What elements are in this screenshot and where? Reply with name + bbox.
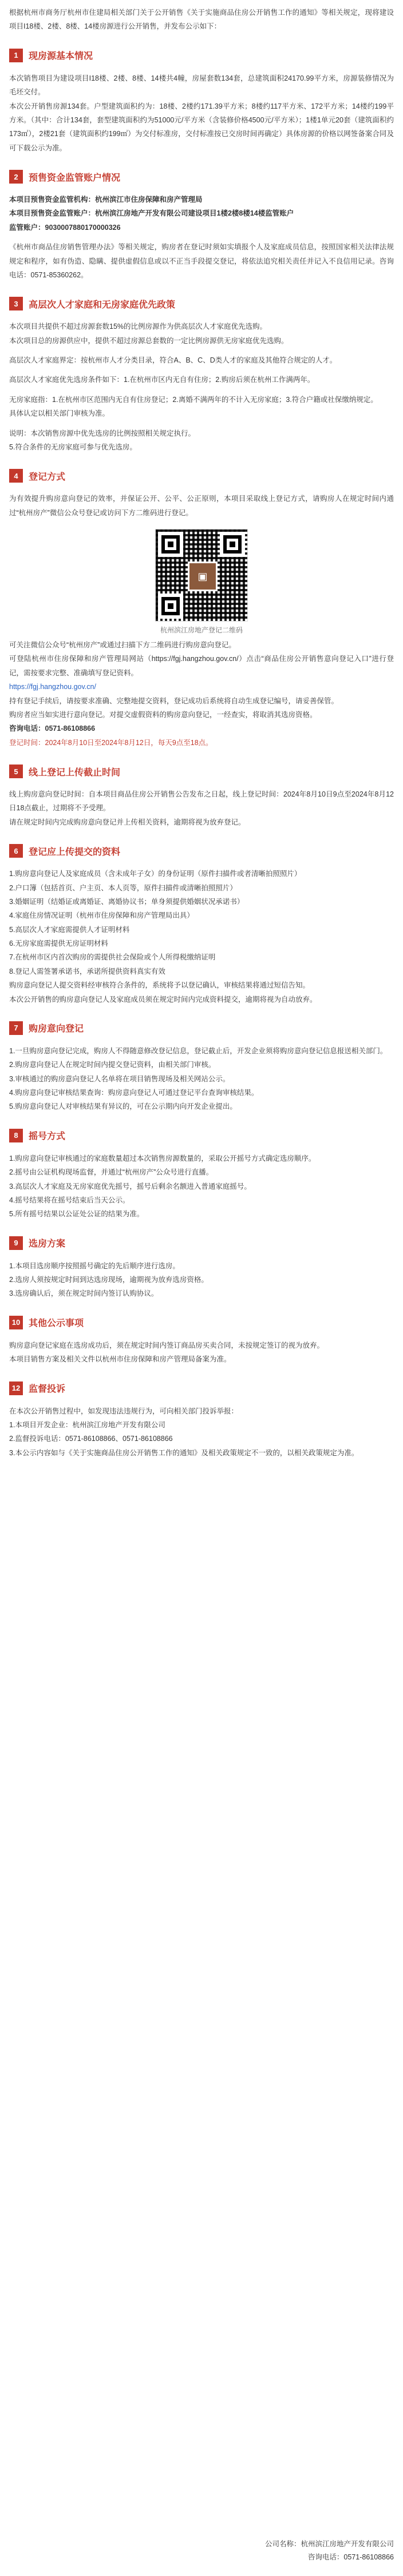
s4-p1: 为有效提升购房意向登记的效率，并保证公开、公平、公正原则，本项目采取线上登记方式，请购房人在规定时间内通过“杭州房产”微信公众号登记或访问下方二维码进行登记。 [9,495,394,517]
footer-phone: 咨询电话：0571-86108866 [307,2553,394,2562]
s10-p1: 购房意向登记家庭在选房成功后，须在规定时间内签订商品房买卖合同，未按规定签订的视为放弃。 [9,1341,325,1349]
section-title: 登记应上传提交的资料 [29,847,121,857]
s3-p9: 5.符合条件的无房家庭可参与优先选房。 [9,443,137,451]
qr-caption: 杭州滨江房地产登记二维码 [160,626,243,634]
s6-item: 7.在杭州市区内首次购房的需提供社会保险或个人所得税缴纳证明 [9,953,216,962]
section-number: 9 [9,1236,23,1250]
section-1-header [9,49,394,62]
s11-p3: 2.监督投诉电话：0571-86108866、0571-86108866 [9,1435,173,1443]
s3-p6: 无房家庭指：1.在杭州市区范围内无自有住房登记；2.离婚不满两年的不计入无房家庭；3.符合户籍或社保缴纳规定。 [9,395,378,404]
section-title: 现房源基本情况 [29,51,93,62]
qr-finder-icon [220,532,245,557]
section-5-header [9,765,394,778]
section-number: 2 [9,170,23,184]
s10-p2: 本项目销售方案及相关文件以杭州市住房保障和房产管理局备案为准。 [9,1355,231,1364]
s7-p1: 1.一旦购房意向登记完成，购房人不得随意修改登记信息，登记截止后，开发企业须将购房意向登记信息报送相关部门。 [9,1046,388,1055]
announcement-page [0,6,403,2576]
qr-code-block [9,529,394,635]
s3-p5: 高层次人才家庭优先选房条件如下：1.在杭州市区内无自有住房；2.购房后须在杭州工作满两年。 [9,376,315,384]
s3-intro: 《杭州市商品住房销售管理办法》等相关规定，购房者在登记时须如实填报个人及家庭成员信息，按照国家相关法律法规规定和程序，如有伪造、隐瞒、提供虚假信息或以不正当手段提交登记，将依法追究相关责任并记入不良信用记录。咨询电话：0571-85360262。 [9,243,394,279]
s11-p2: 1.本项目开发企业：杭州滨江房地产开发有限公司 [9,1420,165,1429]
qr-finder-icon [158,594,183,619]
section-number: 4 [9,469,23,483]
s1-p1: 本次销售项目为建设项目I18楼、2楼、8楼、14楼共4幢，房屋套数134套，总建筑面积24170.99平方米，房源装修情况为毛坯交付。 [9,74,394,97]
s8-p2: 2.摇号由公证机构现场监督，并通过“杭州房产”公众号进行直播。 [9,1168,214,1177]
s6-item: 3.婚姻证明（结婚证或离婚证、离婚协议书；单身须提供婚姻状况承诺书） [9,897,244,906]
section-title: 高层次人才家庭和无房家庭优先政策 [29,300,176,310]
section-title: 摇号方式 [29,1132,66,1142]
section-title: 监督投诉 [29,1384,66,1394]
section-8-header [9,1129,394,1142]
s2-p2: 本项目预售资金监管账户：杭州滨江房地产开发有限公司建设项目1楼2楼8楼14楼监管账户 [9,209,294,218]
s3-p4: 高层次人才家庭界定：按杭州市人才分类目录，符合A、B、C、D类人才的家庭及其他符合规定的人才。 [9,356,337,364]
section-number: 10 [9,1316,23,1329]
s6-p1: 购房意向登记人提交资料经审核符合条件的，系统将予以登记确认，审核结果将通过短信告知。 [9,981,310,990]
section-10-header [9,1316,394,1329]
section-title: 预售资金监管账户情况 [29,173,121,183]
s9-p2: 2.选房人须按规定时间到达选房现场，逾期视为放弃选房资格。 [9,1276,208,1284]
s7-p5: 5.购房意向登记人对审核结果有异议的，可在公示期内向开发企业提出。 [9,1102,237,1111]
s6-item: 5.高层次人才家庭需提供人才证明材料 [9,925,130,934]
s1-p2: 本次公开销售房源134套。户型建筑面积约为：18楼、2楼约171.39平方米；8楼约117平方米、172平方米；14楼约199平方米。（其中：合计134套，套型建筑面积约为51000元/平方米（含装修价格4500元/平方米）；1楼1单元20套（建筑面积约173㎡），2楼21套（建筑面积约199㎡）为交付标准房，交付标准按已交房时间再确定）具体房源的价格以网签备案合同及可下载公示为准。 [9,102,394,152]
section-number: 1 [9,49,23,62]
s4-phone: 咨询电话：0571-86108866 [9,724,96,733]
section-title: 购房意向登记 [29,1024,84,1034]
s6-item: 4.家庭住房情况证明（杭州市住房保障和房产管理局出具） [9,911,194,920]
s6-item: 2.户口簿（包括首页、户主页、本人页等，原件扫描件或清晰拍照照片） [9,883,237,892]
section-4-header [9,469,394,483]
section-2-header [9,170,394,184]
intro-text: 根据杭州市商务厅杭州市住建局相关部门关于公开销售《关于实施商品住房公开销售工作的通知》等相关规定，现将建设项目I18楼、2楼、8楼、14楼房源进行公开销售，并发布公示如下： [9,9,394,31]
s4-p3: 可登陆杭州市住房保障和房产管理局网站（https://fgj.hangzhou.gov.cn/）点击“商品住房公开销售意向登记入口”进行登记，需按要求完整、准确填写登记资料。 [9,655,394,677]
s3-p3: 本次项目总的房源供应中，提供不超过房源总套数的一定比例房源供无房家庭优先选购。 [9,336,289,345]
section-9-header [9,1236,394,1250]
s3-p7: 具体认定以相关部门审核为准。 [9,409,110,418]
s11-p4: 3.本公示内容如与《关于实施商品住房公开销售工作的通知》及相关政策规定不一致的，以相关政策规定为准。 [9,1448,359,1457]
s4-time: 登记时间：2024年8月10日至2024年8月12日，每天9点至18点。 [9,738,213,747]
section-number: 7 [9,1021,23,1035]
section-title: 选房方案 [29,1239,66,1249]
qr-code[interactable] [155,529,248,622]
section-number: 3 [9,297,23,310]
s7-p2: 2.购房意向登记人在规定时间内提交登记资料，由相关部门审核。 [9,1061,216,1069]
s6-p2: 本次公开销售的购房意向登记人及家庭成员须在规定时间内完成资料提交，逾期将视为自动放弃。 [9,995,317,1004]
s6-item: 6.无房家庭需提供无房证明材料 [9,939,108,947]
s9-p3: 3.选房确认后，须在规定时间内签订认购协议。 [9,1289,159,1298]
section-number: 5 [9,765,23,778]
s8-p3: 3.高层次人才家庭及无房家庭优先摇号，摇号后剩余名额进入普通家庭摇号。 [9,1182,251,1191]
section-7-header [9,1021,394,1035]
section-title: 登记方式 [29,472,66,482]
s4-p4: 持有登记手续后，请按要求准确、完整地提交资料，登记成功后系统将自动生成登记编号，请妥善保管。 [9,696,339,705]
s11-p1: 在本次公开销售过程中，如发现违法违规行为，可向相关部门投诉举报： [9,1407,239,1415]
registration-link[interactable]: https://fgj.hangzhou.gov.cn/ [9,683,96,691]
section-title: 线上登记上传截止时间 [29,767,121,778]
section-number: 12 [9,1381,23,1395]
s6-item: 8.登记人需签署承诺书，承诺所提供资料真实有效 [9,967,165,976]
s9-p1: 1.本项目选房顺序按照摇号确定的先后顺序进行选房。 [9,1261,180,1270]
s6-item: 1.购房意向登记人及家庭成员（含未成年子女）的身份证明（原件扫描件或者清晰拍照照片） [9,870,302,878]
section-12-header [9,1381,394,1395]
s3-p2: 本次项目共提供不超过房源套数15%的比例房源作为供高层次人才家庭优先选购。 [9,323,267,331]
section-3-header [9,297,394,310]
qr-finder-icon [158,532,183,557]
s2-p1: 本项目预售资金监管机构：杭州滨江市住房保障和房产管理局 [9,196,203,204]
s8-p1: 1.购房意向登记审核通过的家庭数量超过本次销售房源数量的，采取公开摇号方式确定选房顺序。 [9,1154,316,1162]
s3-p8: 说明：本次销售房源中优先选房的比例按照相关规定执行。 [9,429,196,437]
company-logo-icon: ▣ [188,562,218,591]
s4-p2: 可关注微信公众号“杭州房产”或通过扫描下方二维码进行购房意向登记。 [9,641,236,649]
section-6-header [9,844,394,858]
s8-p4: 4.摇号结果将在摇号结束后当天公示。 [9,1196,130,1204]
s2-p3: 监管账户：9030007880170000326 [9,223,121,232]
section-number: 8 [9,1129,23,1142]
s7-p3: 3.审核通过的购房意向登记人名单将在项目销售现场及相关网站公示。 [9,1074,230,1083]
footer-company: 公司名称：杭州滨江房地产开发有限公司 [264,2539,394,2548]
s4-p5: 购房者应当如实进行意向登记。对提交虚假资料的购房意向登记，一经查实，将取消其选房资格。 [9,710,317,719]
footer [265,2538,394,2565]
s7-p4: 4.购房意向登记审核结果查询：购房意向登记人可通过登记平台查询审核结果。 [9,1089,259,1097]
s5-p2: 请在规定时间内完成购房意向登记并上传相关资料，逾期将视为放弃登记。 [9,818,246,826]
s5-p1: 线上购房意向登记时间：自本项目商品住房公开销售公告发布之日起，线上登记时间：2024年8月10日9点至2024年8月12日18点截止，过期将不予受理。 [9,790,394,813]
section-number: 6 [9,844,23,858]
s8-p5: 5.所有摇号结果以公证处公证的结果为准。 [9,1210,144,1219]
section-title: 其他公示事项 [29,1319,84,1329]
